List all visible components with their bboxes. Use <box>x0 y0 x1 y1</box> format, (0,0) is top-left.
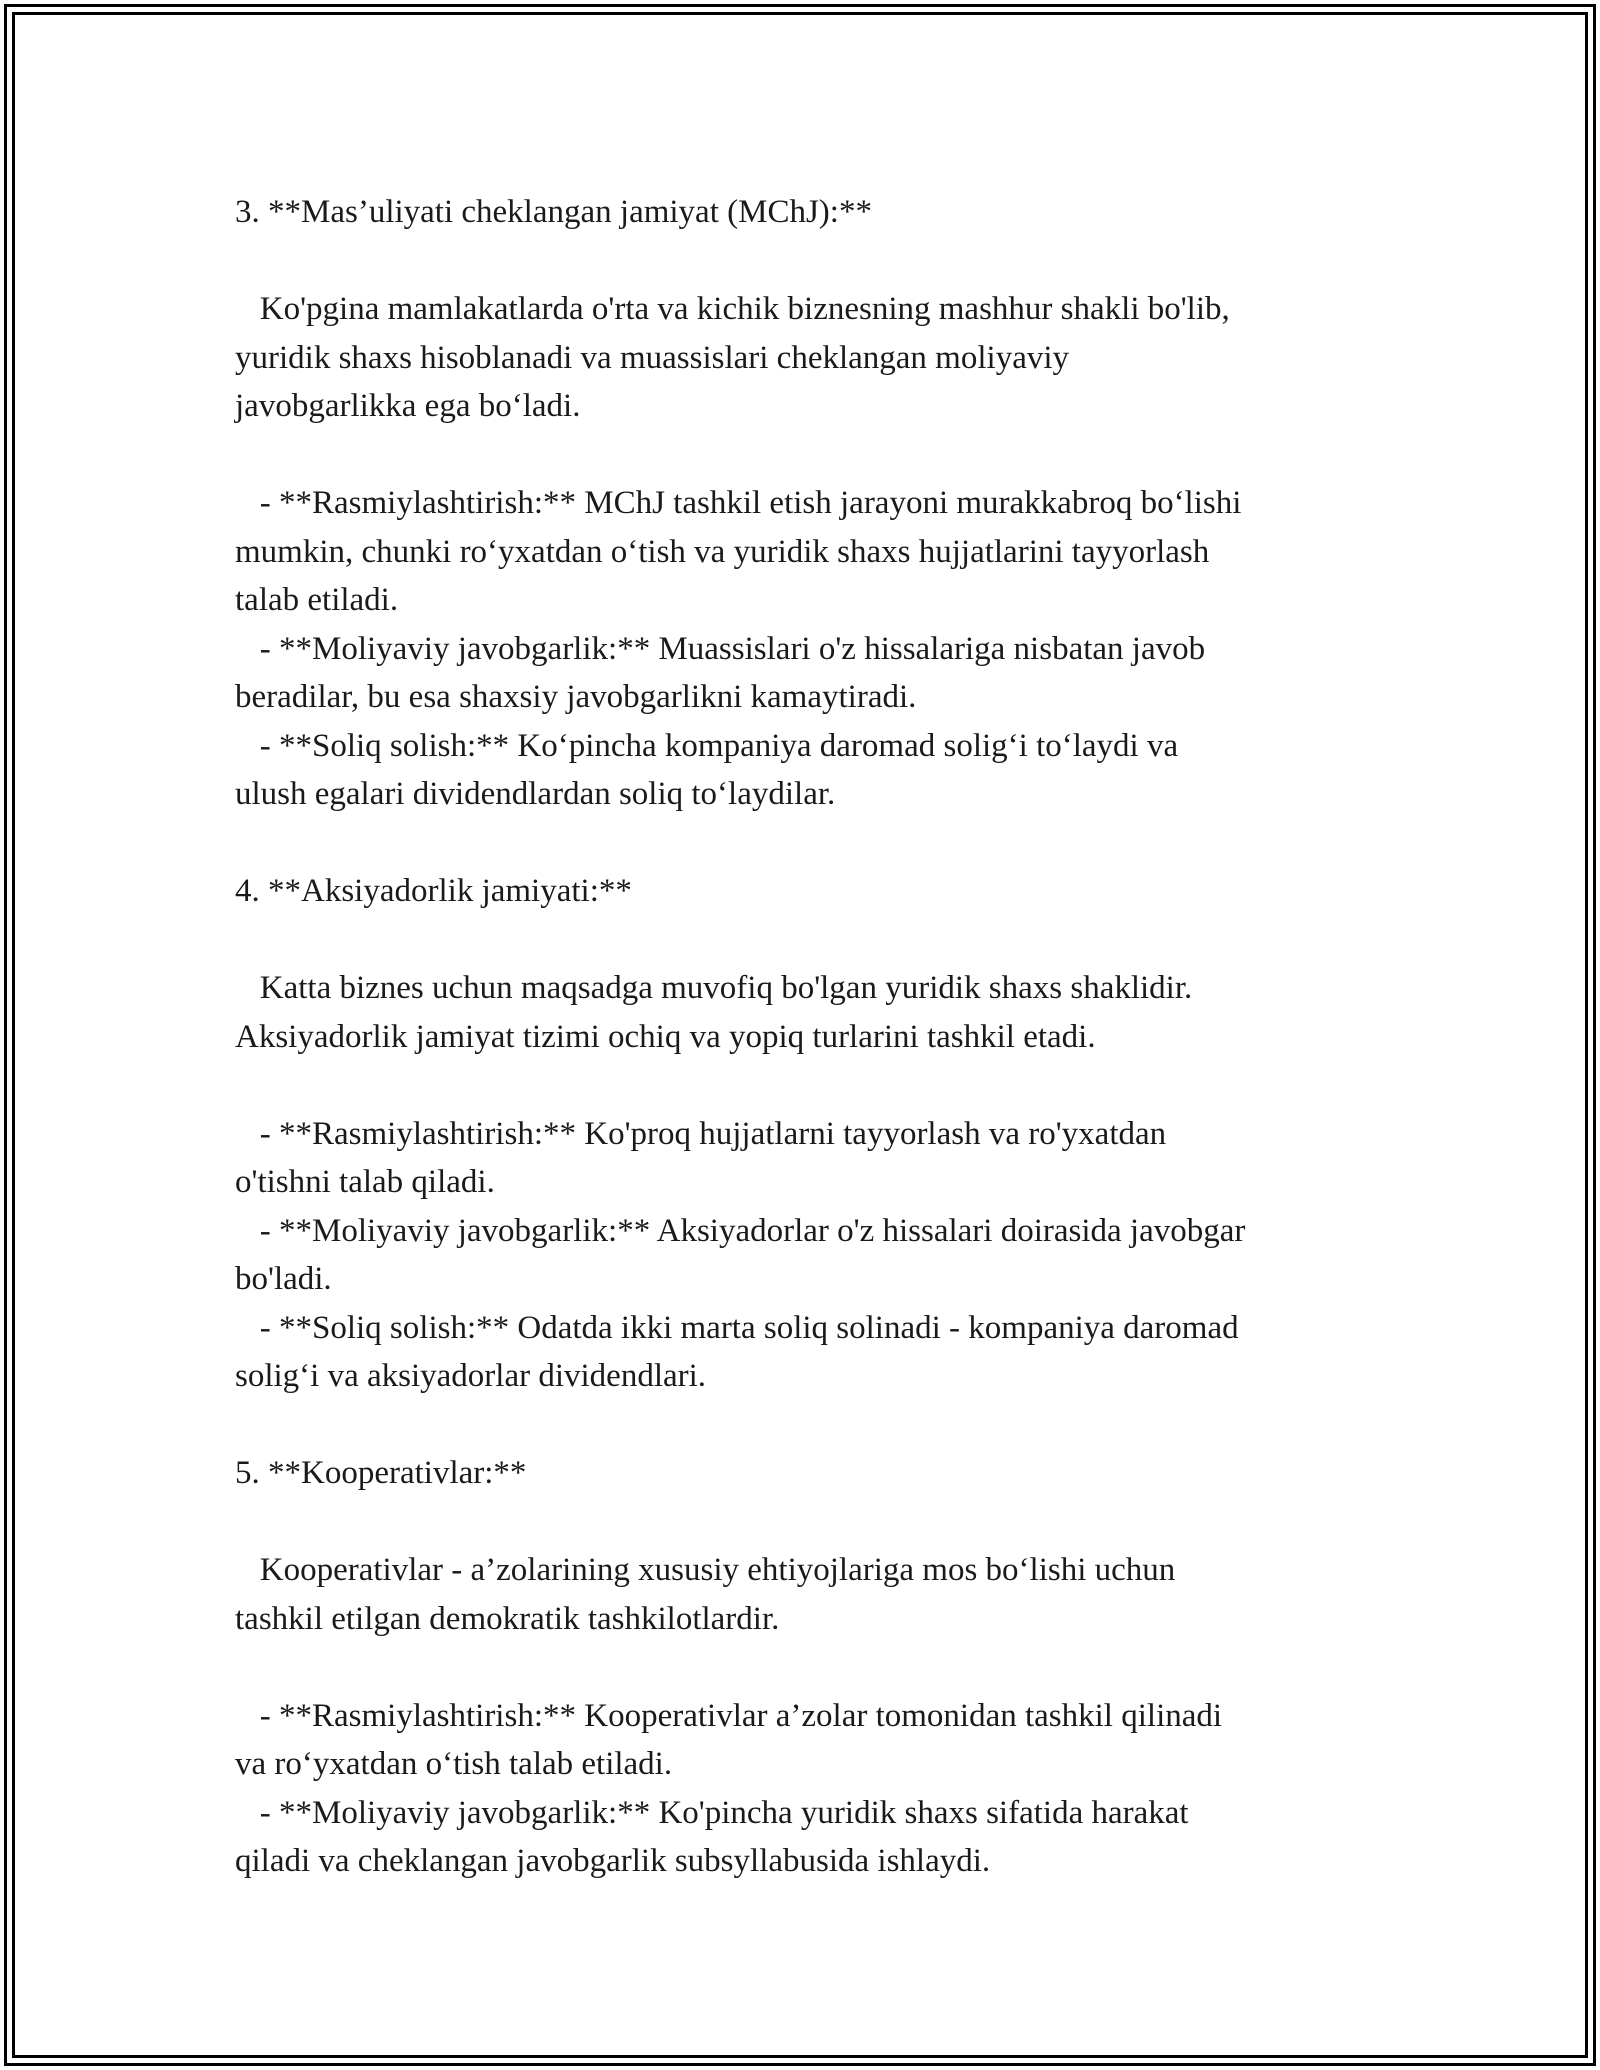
bullet-line: talab etiladi. <box>235 582 399 618</box>
bullet-line: - **Moliyaviy javobgarlik:** Muassislari o'z hissalariga nisbatan javob <box>235 630 1206 667</box>
bullet-line: beradilar, bu esa shaxsiy javobgarlikni kamaytiradi. <box>235 679 917 715</box>
section-heading: 5. **Kooperativlar:** <box>235 1455 527 1491</box>
bullet-line: ulush egalari dividendlardan soliq to‘laydilar. <box>235 776 836 812</box>
paragraph-line: Aksiyadorlik jamiyat tizimi ochiq va yopiq turlarini tashkil etadi. <box>235 1018 1096 1055</box>
bullet-line: solig‘i va aksiyadorlar dividendlari. <box>235 1358 707 1394</box>
blank-line <box>235 819 1375 868</box>
section-heading: 4. **Aksiyadorlik jamiyati:** <box>235 873 632 909</box>
blank-line <box>235 237 1375 286</box>
blank-line <box>235 431 1375 480</box>
document-body <box>235 188 1375 1886</box>
paragraph-line: javobgarlikka ega bo‘ladi. <box>235 388 581 424</box>
bullet-line: - **Rasmiylashtirish:** Kooperativlar a’zolar tomonidan tashkil qilinadi <box>235 1697 1223 1734</box>
bullet-line: va ro‘yxatdan o‘tish talab etiladi. <box>235 1746 673 1782</box>
bullet-line: mumkin, chunki ro‘yxatdan o‘tish va yuridik shaxs hujjatlarini tayyorlash <box>235 533 1210 570</box>
paragraph-line: yuridik shaxs hisoblanadi va muassislari cheklangan moliyaviy <box>235 339 1070 376</box>
bullet-line: - **Soliq solish:** Odatda ikki marta soliq solinadi - kompaniya daromad <box>235 1309 1239 1346</box>
bullet-line: o'tishni talab qiladi. <box>235 1164 495 1200</box>
bullet-line: - **Moliyaviy javobgarlik:** Aksiyadorlar o'z hissalari doirasida javobgar <box>235 1212 1246 1249</box>
paragraph-line: Katta biznes uchun maqsadga muvofiq bo'lgan yuridik shaxs shaklidir. <box>235 970 1193 1006</box>
bullet-line: - **Rasmiylashtirish:** Ko'proq hujjatlarni tayyorlash va ro'yxatdan <box>235 1115 1167 1152</box>
paragraph-line: tashkil etilgan demokratik tashkilotlardir. <box>235 1600 780 1637</box>
blank-line <box>235 1061 1375 1110</box>
bullet-line: - **Soliq solish:** Ko‘pincha kompaniya daromad solig‘i to‘laydi va <box>235 727 1179 764</box>
bullet-line: bo'ladi. <box>235 1261 332 1297</box>
bullet-line: - **Moliyaviy javobgarlik:** Ko'pincha yuridik shaxs sifatida harakat <box>235 1794 1189 1831</box>
paragraph-line: Kooperativlar - a’zolarining xususiy ehtiyojlariga mos bo‘lishi uchun <box>235 1552 1176 1588</box>
section-heading: 3. **Mas’uliyati cheklangan jamiyat (MChJ):** <box>235 194 872 230</box>
bullet-line: - **Rasmiylashtirish:** MChJ tashkil etish jarayoni murakkabroq bo‘lishi <box>235 485 1242 521</box>
blank-line <box>235 1401 1375 1450</box>
blank-line <box>235 1643 1375 1692</box>
blank-line <box>235 916 1375 965</box>
blank-line <box>235 1498 1375 1547</box>
paragraph-line: Ko'pgina mamlakatlarda o'rta va kichik biznesning mashhur shakli bo'lib, <box>235 291 1230 327</box>
bullet-line: qiladi va cheklangan javobgarlik subsyllabusida ishlaydi. <box>235 1843 991 1879</box>
